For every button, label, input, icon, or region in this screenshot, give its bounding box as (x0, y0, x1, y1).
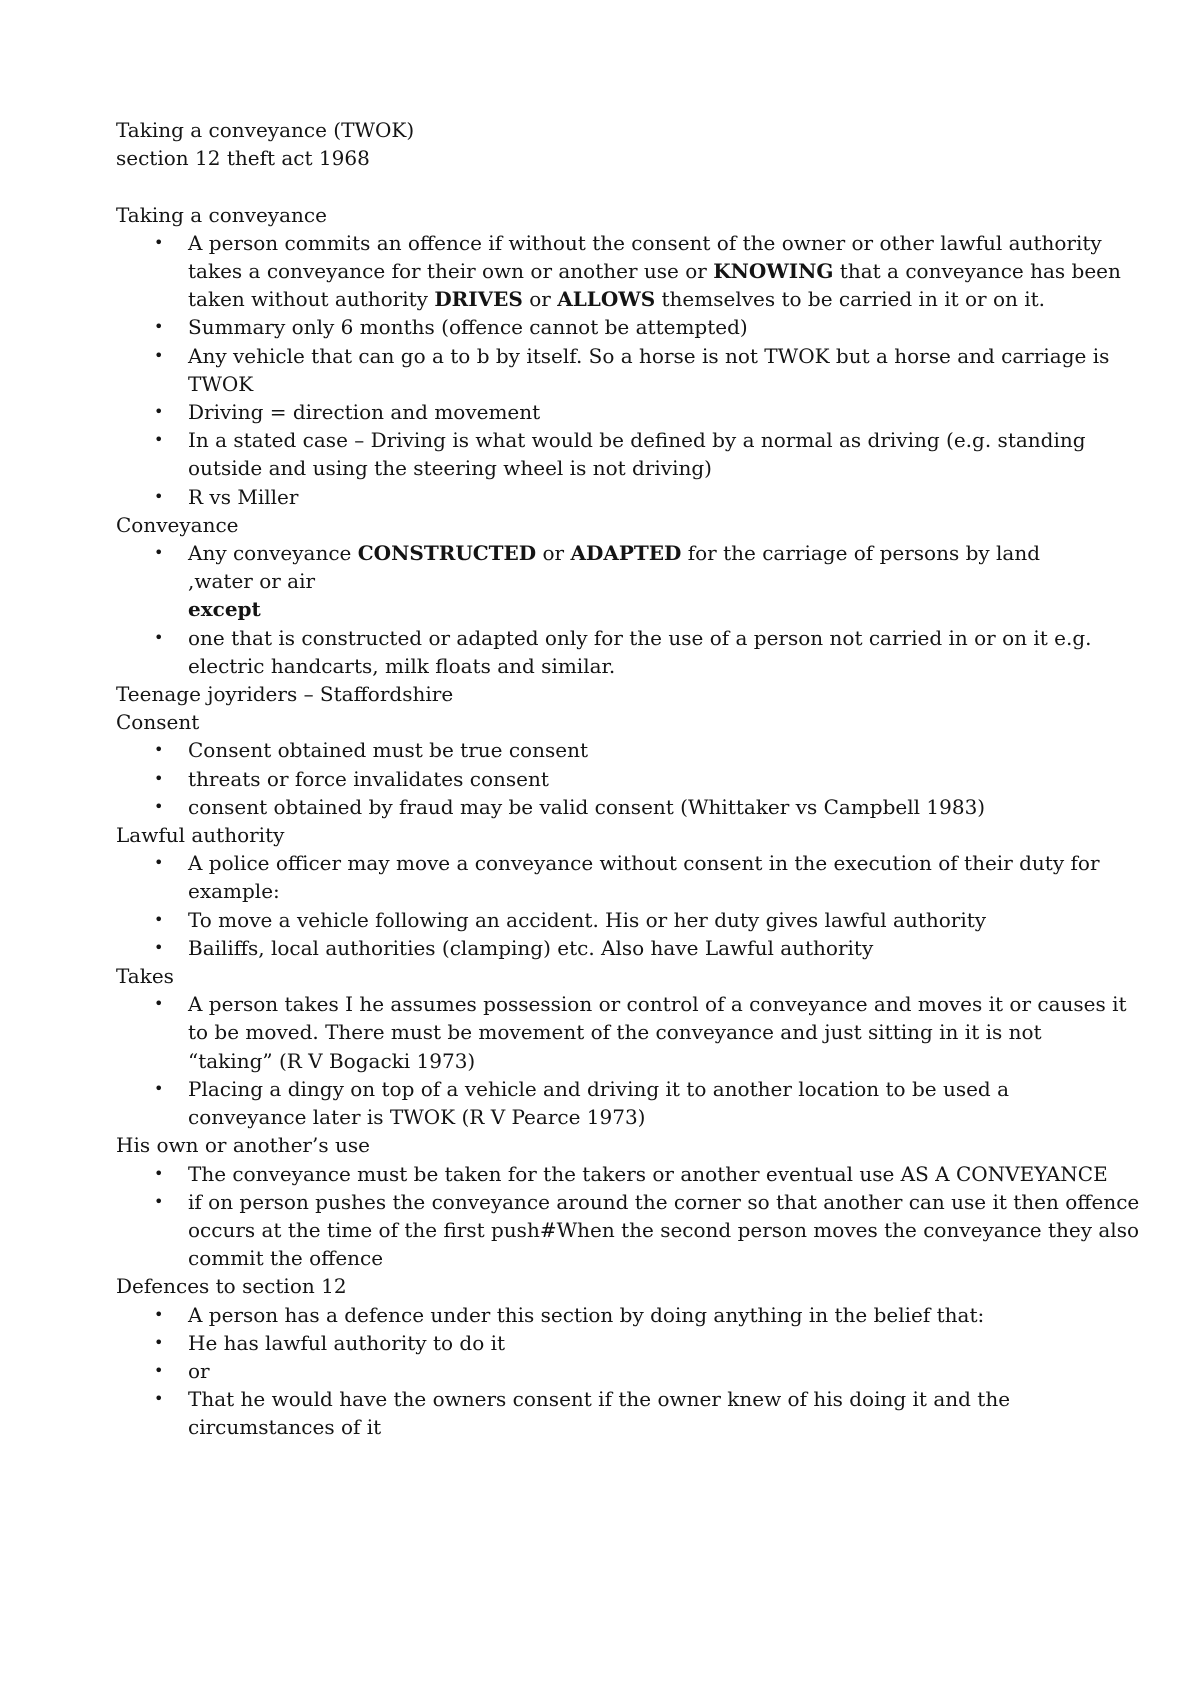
bullet-item (116, 906, 1116, 934)
bullet-icon: • (154, 317, 164, 337)
bullet-icon: • (154, 1304, 164, 1324)
section-heading: Teenage joyriders – Staffordshire (116, 682, 454, 707)
bullet-list (116, 539, 1116, 680)
bullet-icon: • (154, 796, 164, 816)
notes-section (116, 821, 1116, 962)
text-segment: if on person pushes the conveyance around the corner so that another can use it then offence (188, 1189, 1140, 1214)
bullet-icon: • (154, 232, 164, 252)
bullet-text-line (188, 793, 1116, 821)
bullet-icon: • (154, 740, 164, 760)
text-segment: commit the offence (188, 1246, 384, 1271)
bullet-text-line (188, 454, 1116, 482)
text-segment: to be moved. There must be movement of the conveyance and just sitting in it is not (188, 1020, 1042, 1045)
bullet-text-line (188, 765, 1116, 793)
text-segment: Any vehicle that can go a to b by itself. So a horse is not TWOK but a horse and carriage is (188, 343, 1110, 368)
text-segment: occurs at the time of the first push#When the second person moves the conveyance they also (188, 1217, 1139, 1242)
blank-line (116, 172, 1116, 200)
section-heading: Lawful authority (116, 823, 285, 848)
bullet-list (116, 990, 1127, 1131)
bullet-text-line (188, 1244, 1116, 1272)
bullet-icon: • (154, 345, 164, 365)
bullet-text-line (188, 1018, 1116, 1046)
emphasis-text: DRIVES (434, 287, 523, 312)
bullet-text-line (188, 1413, 1116, 1441)
bullet-text-line (188, 990, 1127, 1018)
text-segment: Consent obtained must be true consent (188, 738, 588, 763)
bullet-item (116, 793, 1116, 821)
notes-section (116, 201, 1121, 511)
notes-sections (116, 201, 1140, 1442)
bullet-item (116, 539, 1116, 595)
notes-section (116, 708, 1116, 821)
text-segment: Summary only 6 months (offence cannot be attempted) (188, 315, 748, 340)
bullet-text-line (188, 285, 1116, 313)
bullet-item (116, 229, 1121, 314)
text-segment: That he would have the owners consent if the owner knew of his doing it and the (188, 1387, 1011, 1412)
bullet-text-line (188, 624, 1116, 652)
bullet-text-line (188, 313, 1116, 341)
text-segment: Driving = direction and movement (188, 400, 541, 425)
text-segment: R vs Miller (188, 484, 299, 509)
bullet-item (116, 313, 1116, 341)
bullet-text-line (188, 426, 1116, 454)
bullet-item (116, 1075, 1116, 1131)
text-segment: The conveyance must be taken for the takers or another eventual use AS A CONVEYANCE (188, 1161, 1108, 1186)
bullet-text-line (188, 1301, 1116, 1329)
bullet-item (116, 736, 1116, 764)
bullet-text-line (188, 1047, 1116, 1075)
bullet-icon: • (154, 543, 164, 563)
section-heading: Taking a conveyance (116, 202, 327, 227)
text-segment: A person commits an offence if without the consent of the owner or other lawful authority (188, 230, 1102, 255)
bullet-item (116, 849, 1116, 905)
text-segment: electric handcarts, milk floats and similar. (188, 653, 616, 678)
bullet-list (116, 849, 1116, 962)
text-segment: In a stated case – Driving is what would be defined by a normal as driving (e.g. standing (188, 428, 1086, 453)
notes-section (116, 962, 1127, 1131)
section-heading: Takes (116, 964, 174, 989)
bullet-text-line (188, 1160, 1116, 1188)
bullet-text-line (188, 934, 1116, 962)
bullet-icon: • (154, 627, 164, 647)
text-segment: “taking” (R V Bogacki 1973) (188, 1048, 476, 1073)
text-segment: A person has a defence under this section by doing anything in the belief that: (188, 1302, 985, 1327)
text-segment: To move a vehicle following an accident. His or her duty gives lawful authority (188, 907, 987, 932)
text-segment: He has lawful authority to do it (188, 1330, 506, 1355)
bullet-list (116, 736, 1116, 821)
bullet-icon: • (154, 1332, 164, 1352)
bullet-text-line (188, 1216, 1139, 1244)
text-segment: takes a conveyance for their own or another use or (188, 259, 714, 283)
bullet-list (116, 1301, 1116, 1442)
bullet-item (116, 765, 1116, 793)
section-heading: His own or another’s use (116, 1133, 370, 1158)
bullet-icon: • (154, 853, 164, 873)
bullet-text-line (188, 539, 1116, 567)
bullet-icon: • (154, 994, 164, 1014)
text-segment: TWOK (188, 371, 254, 396)
bullet-text-line (188, 257, 1121, 285)
bullet-icon: • (154, 402, 164, 422)
bullet-text-line (188, 906, 1116, 934)
text-segment: taken without authority (188, 287, 435, 312)
bullet-text-line (188, 1075, 1116, 1103)
bullet-item (116, 1385, 1116, 1441)
bullet-item (116, 426, 1116, 482)
bullet-text-line (188, 342, 1116, 370)
bullet-text-line (188, 229, 1116, 257)
bullet-text-line (188, 849, 1116, 877)
bullet-item (116, 342, 1116, 398)
text-segment: Bailiffs, local authorities (clamping) etc. Also have Lawful authority (188, 935, 874, 960)
text-segment: A person takes I he assumes possession or control of a conveyance and moves it or causes it (188, 992, 1127, 1017)
bullet-text-line (188, 370, 1116, 398)
document-title: Taking a conveyance (TWOK) (116, 118, 415, 142)
bullet-text-line (188, 1188, 1140, 1216)
bullet-list (116, 1160, 1140, 1273)
emphasis-text: CONSTRUCTED (357, 541, 537, 566)
section-heading: Defences to section 12 (116, 1274, 347, 1299)
bullet-text-line (188, 877, 1116, 905)
text-segment: Any conveyance (188, 541, 358, 566)
text-segment: or (536, 541, 571, 566)
text-segment: circumstances of it (188, 1415, 382, 1440)
notes-section (116, 1272, 1116, 1441)
section-heading: Consent (116, 710, 200, 735)
notes-section (116, 1131, 1140, 1272)
text-segment: or (522, 287, 558, 312)
bullet-item (116, 934, 1116, 962)
bullet-text-line (188, 595, 1116, 623)
bullet-text-line (188, 483, 1116, 511)
text-segment: outside and using the steering wheel is not driving) (188, 456, 712, 481)
text-segment: for the carriage of persons by land (681, 541, 1041, 566)
emphasis-text: except (188, 597, 261, 622)
bullet-icon: • (154, 486, 164, 506)
bullet-item (116, 1160, 1116, 1188)
notes-section (116, 511, 1116, 680)
bullet-icon: • (154, 1163, 164, 1183)
text-segment: example: (188, 879, 280, 904)
bullet-icon: • (154, 430, 164, 450)
text-segment: or (188, 1358, 210, 1383)
notes-section (116, 680, 1116, 708)
bullet-icon: • (154, 937, 164, 957)
bullet-item (116, 1357, 1116, 1385)
bullet-icon: • (154, 1389, 164, 1409)
text-segment: themselves to be carried in it or on it. (655, 287, 1046, 312)
text-segment: Placing a dingy on top of a vehicle and driving it to another location to be used a (188, 1076, 1010, 1101)
bullet-text-line (188, 567, 1116, 595)
bullet-icon: • (154, 1078, 164, 1098)
text-segment: one that is constructed or adapted only for the use of a person not carried in or on it e.g. (188, 625, 1092, 650)
text-segment: consent obtained by fraud may be valid consent (Whittaker vs Campbell 1983) (188, 794, 986, 819)
emphasis-text: ALLOWS (557, 287, 656, 312)
bullet-item (116, 1301, 1116, 1329)
document-body (116, 116, 1140, 1442)
bullet-item (116, 1188, 1140, 1273)
text-segment: that a conveyance has been (833, 259, 1121, 283)
bullet-text-line (188, 1329, 1116, 1357)
bullet-item (116, 483, 1116, 511)
bullet-text-line (188, 652, 1116, 680)
emphasis-text: ADAPTED (570, 541, 682, 566)
emphasis-text: KNOWING (713, 259, 834, 283)
text-segment: ,water or air (188, 569, 316, 594)
bullet-item (116, 595, 1116, 623)
bullet-list (116, 229, 1121, 511)
text-segment: conveyance later is TWOK (R V Pearce 1973) (188, 1105, 646, 1130)
bullet-icon: • (154, 768, 164, 788)
text-segment: threats or force invalidates consent (188, 766, 549, 791)
bullet-item (116, 1329, 1116, 1357)
bullet-text-line (188, 1357, 1116, 1385)
bullet-item (116, 624, 1116, 680)
bullet-icon: • (154, 909, 164, 929)
document-subtitle: section 12 theft act 1968 (116, 146, 370, 171)
bullet-item (116, 398, 1116, 426)
bullet-text-line (188, 1385, 1116, 1413)
bullet-icon: • (154, 1191, 164, 1211)
bullet-text-line (188, 398, 1116, 426)
text-segment: A police officer may move a conveyance without consent in the execution of their duty for (188, 851, 1100, 876)
section-heading: Conveyance (116, 512, 239, 537)
bullet-text-line (188, 1103, 1116, 1131)
bullet-text-line (188, 736, 1116, 764)
bullet-item (116, 990, 1127, 1075)
bullet-icon: • (154, 1360, 164, 1380)
